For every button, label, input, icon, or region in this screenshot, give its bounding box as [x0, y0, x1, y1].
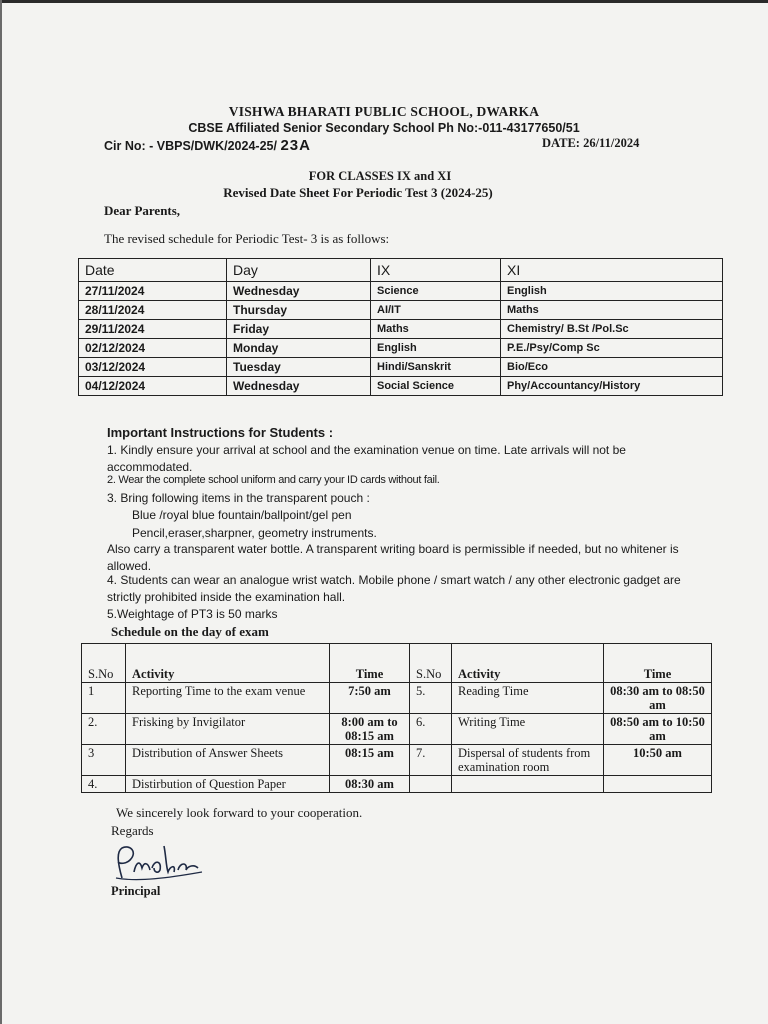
sno: 4. [82, 776, 126, 793]
exam-schedule-table [81, 643, 712, 793]
exam-date: 27/11/2024 [79, 282, 227, 301]
instruction-line: Pencil,eraser,sharpner, geometry instruments. [132, 526, 377, 540]
instructions-heading: Important Instructions for Students : [107, 425, 334, 440]
sno: 1 [82, 683, 126, 714]
sno: 6. [410, 714, 452, 745]
activity-time: 08:30 am [330, 776, 410, 793]
date-sheet-title: Revised Date Sheet For Periodic Test 3 (2024-25) [223, 185, 493, 200]
exam-date: 02/12/2024 [79, 339, 227, 358]
intro-text: The revised schedule for Periodic Test- 3 is as follows: [104, 231, 390, 246]
table-row [82, 745, 712, 776]
activity-time: 08:15 am [330, 745, 410, 776]
instruction-line: strictly prohibited inside the examination hall. [107, 590, 346, 604]
circular-prefix: Cir No: - VBPS/DWK/2024-25/ [104, 139, 281, 153]
sno [410, 776, 452, 793]
header-ix: IX [371, 259, 501, 282]
scan-edge-top [0, 0, 768, 3]
principal-signature [108, 838, 208, 888]
header-time: Time [604, 644, 712, 683]
subject-xi: Chemistry/ B.St /Pol.Sc [501, 320, 723, 339]
activity: Writing Time [452, 714, 604, 745]
sno: 7. [410, 745, 452, 776]
exam-date: 29/11/2024 [79, 320, 227, 339]
circular-handwritten-number: 23A [280, 137, 311, 154]
table-row [82, 776, 712, 793]
subject-xi: P.E./Psy/Comp Sc [501, 339, 723, 358]
classes-line: FOR CLASSES IX and XI [308, 169, 452, 183]
header-date: Date [79, 259, 227, 282]
activity-time: 08:50 am to 10:50 am [604, 714, 712, 745]
subject-xi: Bio/Eco [501, 358, 723, 377]
instruction-line: 1. Kindly ensure your arrival at school and the examination venue on time. Late arrivals will not be [107, 443, 626, 457]
subject-xi: Phy/Accountancy/History [501, 377, 723, 396]
subject-ix: AI/IT [371, 301, 501, 320]
activity: Frisking by Invigilator [126, 714, 330, 745]
instruction-line: 5.Weightage of PT3 is 50 marks [107, 607, 278, 621]
table-row [79, 358, 723, 377]
signatory-title: Principal [111, 884, 161, 898]
subject-ix: English [371, 339, 501, 358]
activity: Distribution of Answer Sheets [126, 745, 330, 776]
sno: 2. [82, 714, 126, 745]
table-row [79, 339, 723, 358]
school-affiliation: CBSE Affiliated Senior Secondary School Ph No:-011-43177650/51 [188, 121, 580, 135]
activity-time: 08:30 am to 08:50 am [604, 683, 712, 714]
exam-day: Wednesday [227, 377, 371, 396]
regards-text: Regards [111, 823, 154, 838]
subject-ix: Maths [371, 320, 501, 339]
exam-day: Friday [227, 320, 371, 339]
activity: Distirbution of Question Paper [126, 776, 330, 793]
instruction-line: allowed. [107, 559, 152, 573]
activity-time [604, 776, 712, 793]
circular-date: DATE: 26/11/2024 [542, 136, 640, 150]
date-sheet-table [78, 258, 723, 396]
instruction-line: 4. Students can wear an analogue wrist watch. Mobile phone / smart watch / any other electronic gadget are [107, 573, 681, 587]
exam-date: 03/12/2024 [79, 358, 227, 377]
exam-date: 28/11/2024 [79, 301, 227, 320]
date-sheet-header-row [79, 259, 723, 282]
table-row [82, 683, 712, 714]
table-row [82, 714, 712, 745]
subject-xi: English [501, 282, 723, 301]
sno: 5. [410, 683, 452, 714]
header-xi: XI [501, 259, 723, 282]
subject-ix: Science [371, 282, 501, 301]
table-row [79, 377, 723, 396]
subject-ix: Hindi/Sanskrit [371, 358, 501, 377]
instruction-line: Also carry a transparent water bottle. A transparent writing board is permissible if needed, but no whitener is [107, 542, 679, 556]
table-row [79, 282, 723, 301]
exam-date: 04/12/2024 [79, 377, 227, 396]
exam-day: Thursday [227, 301, 371, 320]
sno: 3 [82, 745, 126, 776]
header-day: Day [227, 259, 371, 282]
activity: Reading Time [452, 683, 604, 714]
header-activity: Activity [126, 644, 330, 683]
exam-day: Tuesday [227, 358, 371, 377]
table-row [79, 301, 723, 320]
activity: Reporting Time to the exam venue [126, 683, 330, 714]
instruction-line: 2. Wear the complete school uniform and carry your ID cards without fail. [107, 474, 440, 486]
greeting: Dear Parents, [104, 203, 181, 218]
exam-day: Monday [227, 339, 371, 358]
school-name: VISHWA BHARATI PUBLIC SCHOOL, DWARKA [228, 104, 540, 119]
header-sno: S.No [410, 644, 452, 683]
header-activity: Activity [452, 644, 604, 683]
closing-text: We sincerely look forward to your cooperation. [116, 805, 363, 820]
activity-time: 10:50 am [604, 745, 712, 776]
header-sno: S.No [82, 644, 126, 683]
exam-day: Wednesday [227, 282, 371, 301]
subject-xi: Maths [501, 301, 723, 320]
circular-number [104, 137, 311, 154]
instruction-line: 3. Bring following items in the transparent pouch : [107, 491, 370, 505]
activity [452, 776, 604, 793]
activity-time: 8:00 am to 08:15 am [330, 714, 410, 745]
header-time: Time [330, 644, 410, 683]
instruction-line: Blue /royal blue fountain/ballpoint/gel pen [132, 508, 352, 522]
table-row [79, 320, 723, 339]
scan-edge-left [0, 0, 2, 1024]
exam-schedule-heading: Schedule on the day of exam [111, 624, 269, 639]
activity: Dispersal of students from examination room [452, 745, 604, 776]
activity-time: 7:50 am [330, 683, 410, 714]
subject-ix: Social Science [371, 377, 501, 396]
instruction-line: accommodated. [107, 460, 193, 474]
exam-schedule-header-row [82, 644, 712, 683]
